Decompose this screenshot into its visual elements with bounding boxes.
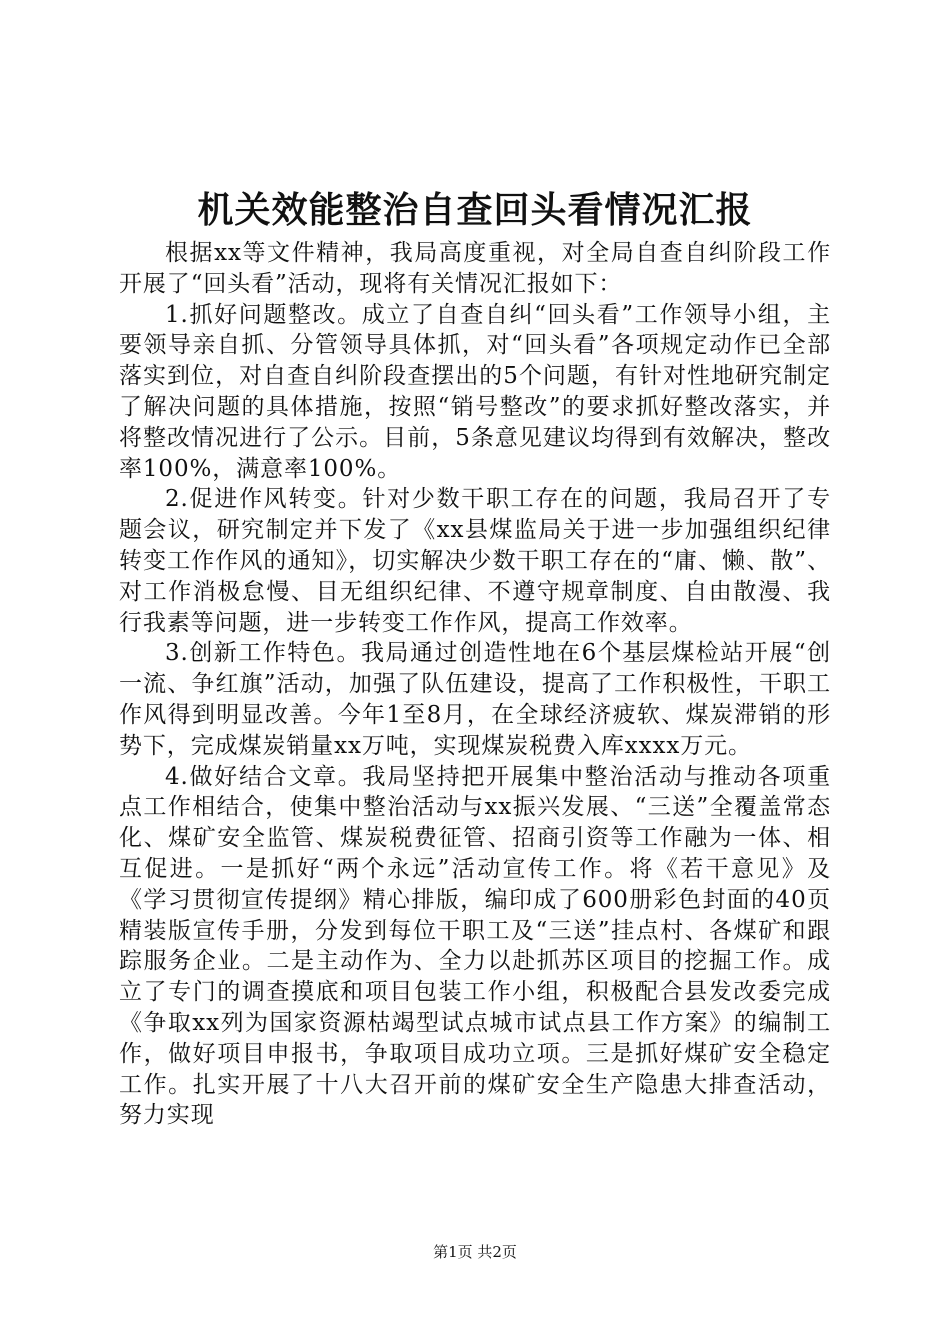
paragraph-problem-rectification: 1.抓好问题整改。成立了自查自纠“回头看”工作领导小组，主要领导亲自抓、分管领导具体抓，对“回头看”各项规定动作已全部落实到位，对自查自纠阶段查摆出的5个问题，有针对性地研究制定了解决问题的具体措施，按照“销号整改”的要求抓好整改落实，并将整改情况进行了公示。目前，5条意见建议均得到有效解决，整改率100%，满意率100%。 [119,301,831,482]
document-body [119,238,831,1131]
paragraph-combination: 4.做好结合文章。我局坚持把开展集中整治活动与推动各项重点工作相结合，使集中整治活动与xx振兴发展、“三送”全覆盖常态化、煤矿安全监管、煤炭税费征管、招商引资等工作融为一体、相互促进。一是抓好“两个永远”活动宣传工作。将《若干意见》及《学习贯彻宣传提纲》精心排版，编印成了600册彩色封面的40页精装版宣传手册，分发到每位干职工及“三送”挂点村、各煤矿和跟踪服务企业。二是主动作为、全力以赴抓苏区项目的挖掘工作。成立了专门的调查摸底和项目包装工作小组，积极配合县发改委完成《争取xx列为国家资源枯竭型试点城市试点县工作方案》的编制工作，做好项目申报书，争取项目成功立项。三是抓好煤矿安全稳定工作。扎实开展了十八大召开前的煤矿安全生产隐患大排查活动，努力实现 [119,763,831,1129]
document-title: 机关效能整治自查回头看情况汇报 [197,189,753,231]
paragraph-work-features: 3.创新工作特色。我局通过创造性地在6个基层煤检站开展“创一流、争红旗”活动，加强了队伍建设，提高了工作积极性，干职工作风得到明显改善。今年1至8月，在全球经济疲软、煤炭滞销的形势下，完成煤炭销量xx万吨，实现煤炭税费入库xxxx万元。 [119,640,831,759]
paragraph-work-style: 2.促进作风转变。针对少数干职工存在的问题，我局召开了专题会议，研究制定并下发了《xx县煤监局关于进一步加强组织纪律转变工作作风的通知》，切实解决少数干职工存在的“庸、懒、散”、对工作消极怠慢、目无组织纪律、不遵守规章制度、自由散漫、我行我素等问题，进一步转变工作作风，提高工作效率。 [119,486,831,636]
intro-paragraph: 根据xx等文件精神，我局高度重视，对全局自查自纠阶段工作开展了“回头看”活动，现将有关情况汇报如下： [119,240,831,297]
page-number-footer: 第1页 共2页 [433,1243,517,1261]
